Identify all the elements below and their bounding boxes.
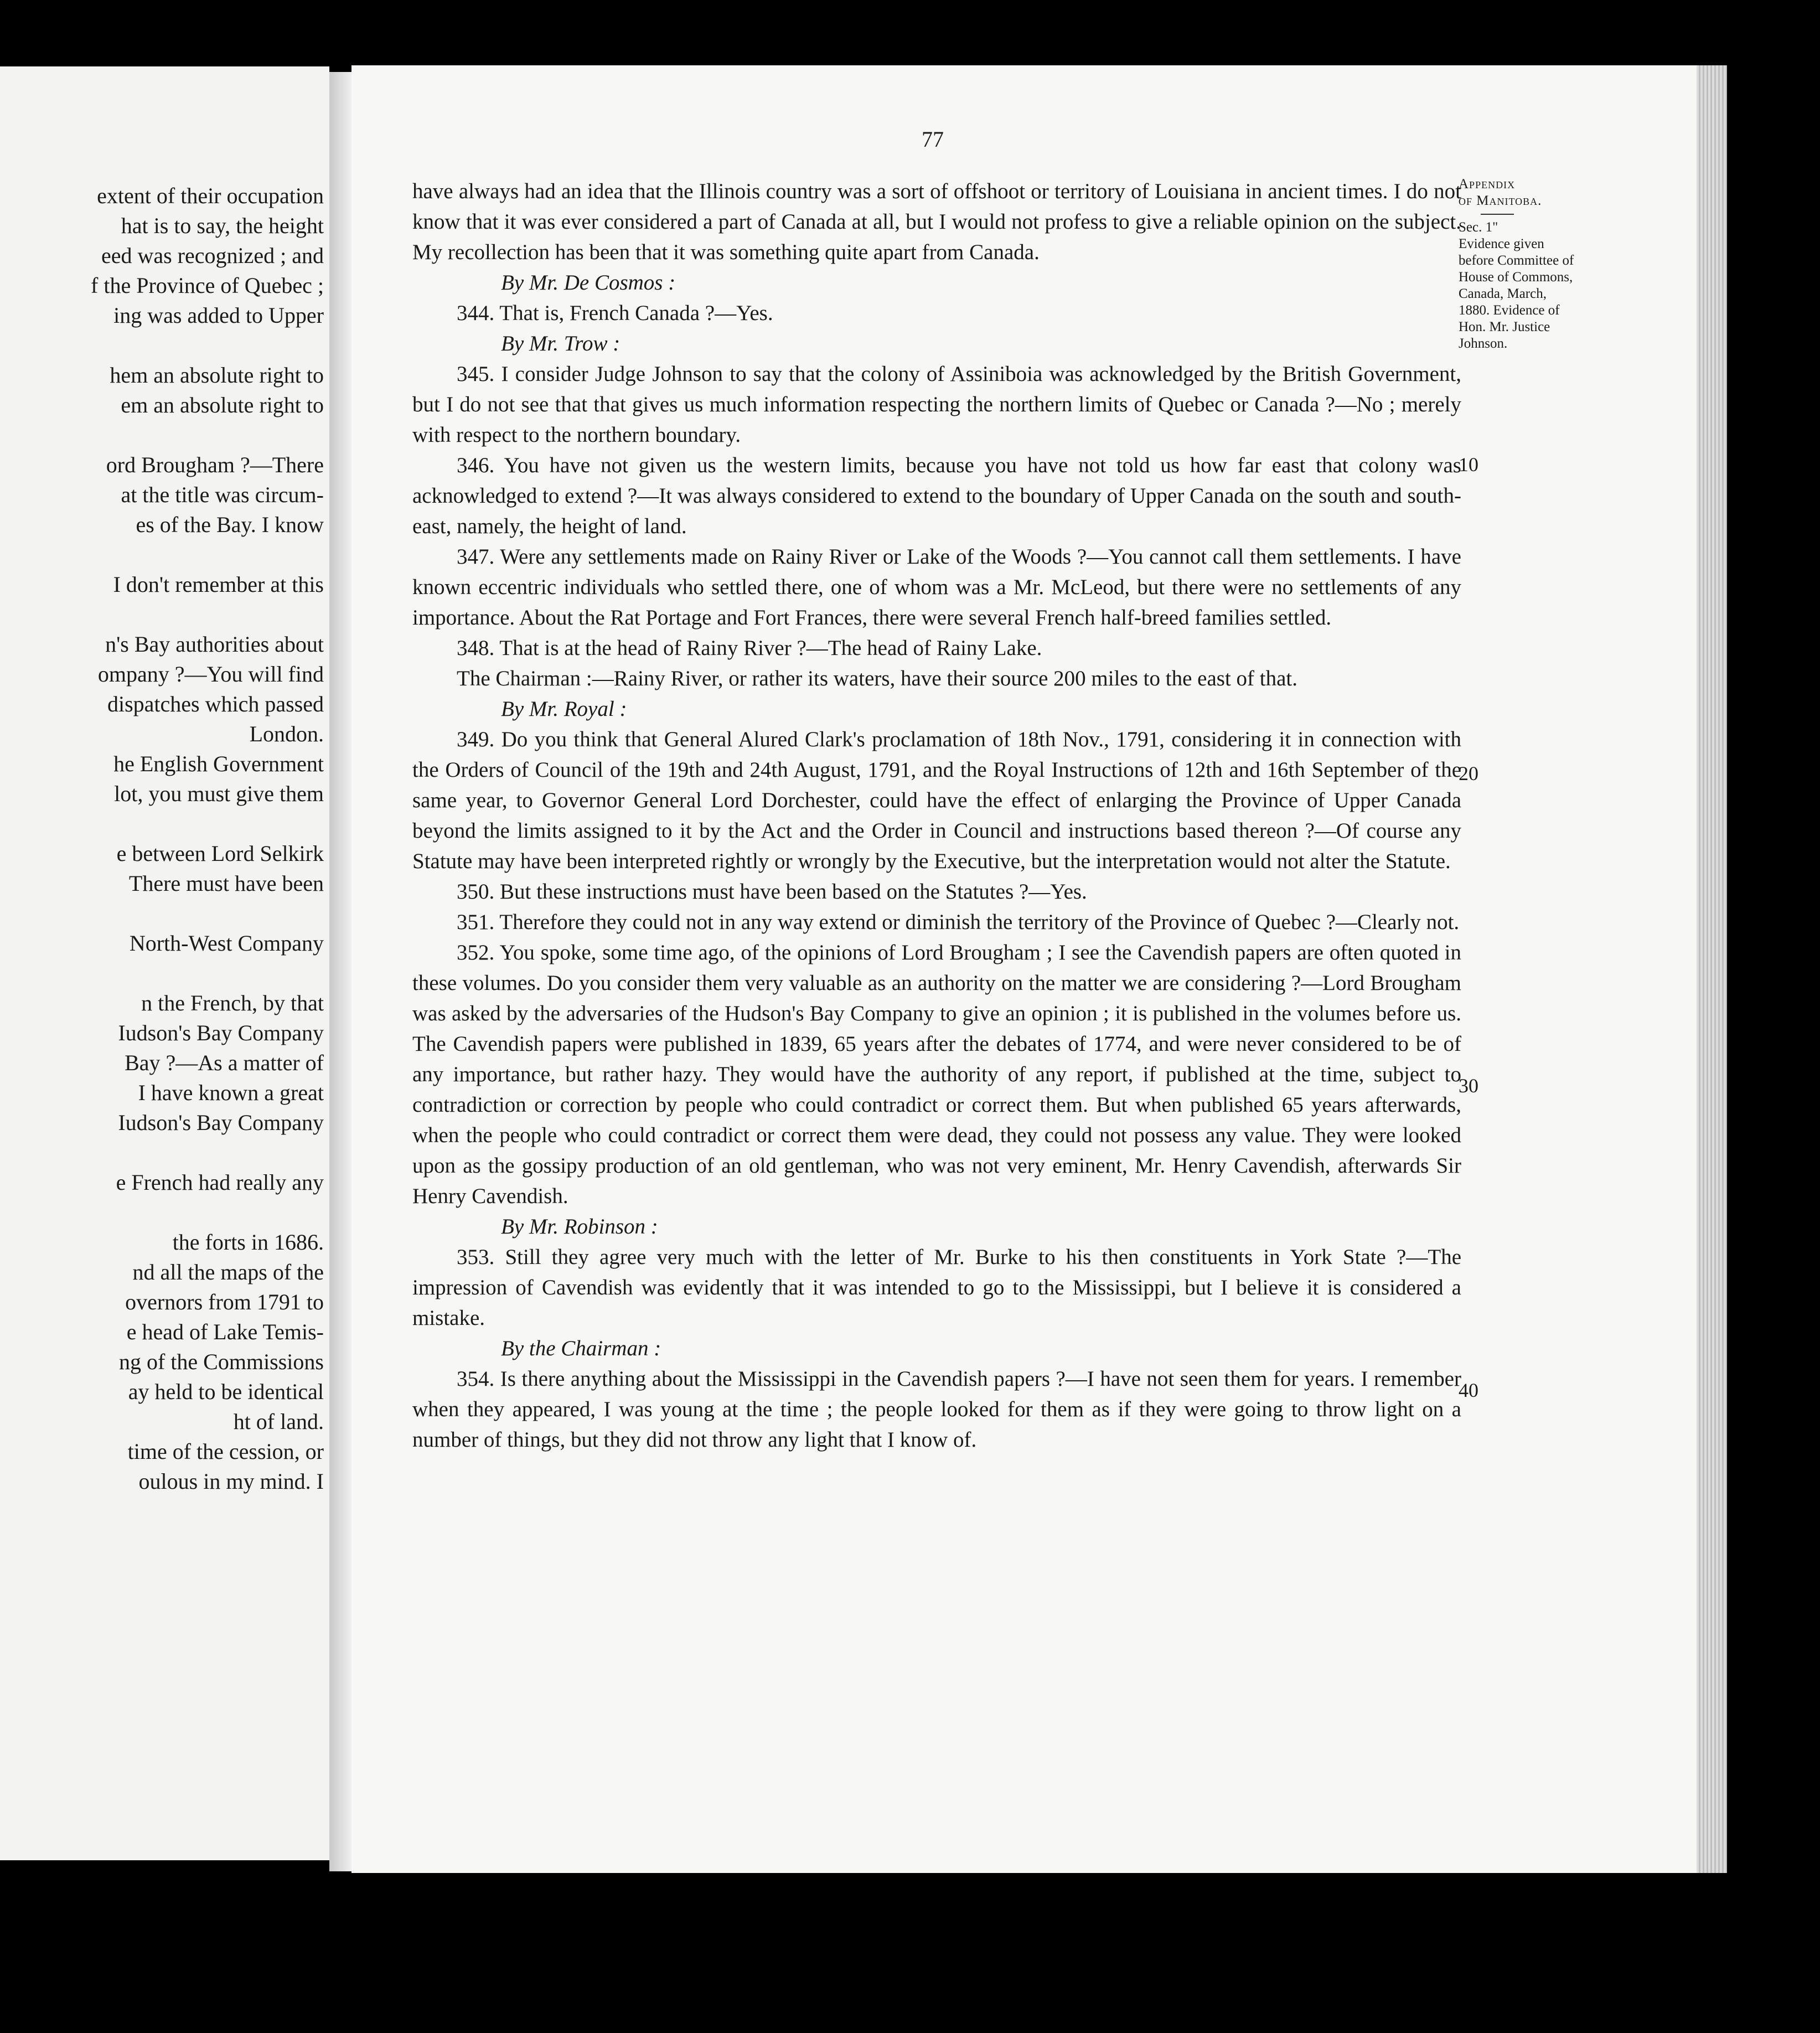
left-page-line: ht of land. <box>233 1409 324 1434</box>
question-354: 354. Is there anything about the Mississippi in the Cavendish papers ?—I have not seen them for years. I remember when they appeared, I was young at the time ; the people looked for them as if they were going to throw light on a number of things, but they did not throw any light that I know of. <box>412 1367 1461 1452</box>
margin-note-title-2: of Manitoba. <box>1459 193 1542 208</box>
left-page-line: ay held to be identical <box>128 1379 324 1404</box>
left-page-line: f the Province of Quebec ; <box>91 273 324 298</box>
left-page-line: oulous in my mind. I <box>138 1469 324 1494</box>
left-page-line: n's Bay authorities about <box>105 632 324 657</box>
margin-note-section: Sec. 1" <box>1459 220 1498 235</box>
left-page-line: em an absolute right to <box>121 393 324 417</box>
question-352: 352. You spoke, some time ago, of the opinions of Lord Brougham ; I see the Cavendish papers are often quoted in these volumes. Do you consider them very valuable as an authority on the matter we are considering ?—Lord Brougham was asked by the adversaries of the Hudson's Bay Company to give an opinion ; it is published in the volumes before us. The Cavendish papers were published in 1839, 65 years after the debates of 1774, and were never considered to be of any importance, but rather hazy. They would have the authority of any report, if published at the time, subject to contradiction or correction by people who could contradict or correct them. But when published 65 years afterwards, when the people who could contradict or correct them were dead, they could not possess any value. They were looked upon as the gossipy production of an old gentleman, who was not very eminent, Mr. Henry Cavendish, afterwards Sir Henry Cavendish. <box>412 941 1461 1208</box>
left-page-line: n the French, by that <box>141 990 324 1015</box>
line-number: 30 <box>1459 1075 1478 1097</box>
speaker-heading: By Mr. Royal : <box>501 697 627 721</box>
left-page-line: I have known a great <box>138 1080 324 1105</box>
left-page-line: ompany ?—You will find <box>97 662 324 687</box>
left-page-line: London. <box>249 721 324 746</box>
left-page-line: eed was recognized ; and <box>101 243 324 268</box>
left-page-line: I don't remember at this <box>113 572 324 597</box>
question-344: 344. That is, French Canada ?—Yes. <box>457 301 773 325</box>
speaker-heading: By Mr. Trow : <box>501 332 621 355</box>
question-350: 350. But these instructions must have been based on the Statutes ?—Yes. <box>457 880 1087 904</box>
left-page-line: e French had really any <box>116 1170 324 1195</box>
margin-rule <box>1481 214 1514 215</box>
left-page-line: North-West Company <box>129 931 324 956</box>
speaker-heading: By Mr. Robinson : <box>501 1215 658 1239</box>
book-gutter <box>329 72 351 1871</box>
left-page-line: extent of their occupation <box>97 183 324 208</box>
left-page-line: Iudson's Bay Company <box>118 1110 324 1135</box>
left-page-line: dispatches which passed <box>107 692 324 716</box>
margin-note-title: Appendix <box>1459 177 1516 192</box>
line-number: 10 <box>1459 453 1478 476</box>
speaker-heading: By the Chairman : <box>501 1337 661 1360</box>
right-page <box>351 65 1710 1873</box>
left-page-line: lot, you must give them <box>114 781 324 806</box>
left-page-line: There must have been <box>128 871 324 896</box>
margin-note <box>1459 176 1575 352</box>
left-page-line: e between Lord Selkirk <box>116 841 324 866</box>
question-346: 346. You have not given us the western limits, because you have not told us how far east that colony was acknowledged to extend ?—It was always considered to extend to the boundary of Upper Canada on the south and south-east, namely, the height of land. <box>412 453 1461 538</box>
question-347: 347. Were any settlements made on Rainy River or Lake of the Woods ?—You cannot call them settlements. I have known eccentric individuals who settled there, one of whom was a Mr. McLeod, but there were no settlements of any importance. About the Rat Portage and Fort Frances, there were several French half-breed families settled. <box>412 545 1461 629</box>
left-page-line: Iudson's Bay Company <box>118 1020 324 1045</box>
left-page-line: ord Brougham ?—There <box>106 452 324 477</box>
left-page-line: Bay ?—As a matter of <box>125 1050 324 1075</box>
left-page-line: hem an absolute right to <box>110 363 324 388</box>
left-page-line: nd all the maps of the <box>132 1260 324 1284</box>
left-page-line: at the title was circum- <box>121 482 324 507</box>
scan-mark <box>1791 1174 1795 1178</box>
question-348: 348. That is at the head of Rainy River ?—The head of Rainy Lake. <box>457 636 1042 660</box>
left-page-line: ng of the Commissions <box>118 1349 324 1374</box>
line-number: 20 <box>1459 762 1478 785</box>
left-page <box>0 66 329 1860</box>
line-number: 40 <box>1459 1379 1478 1401</box>
left-page-line: he English Government <box>113 751 324 776</box>
question-349: 349. Do you think that General Alured Clark's proclamation of 18th Nov., 1791, considering it in connection with the Orders of Council of the 19th and 24th August, 1791, and the Royal Instructions of 12th and 16th September of the same year, to Governor General Lord Dorchester, could have the effect of enlarging the Province of Upper Canada beyond the limits assigned to it by the Act and the Order in Council and instructions based thereon ?—Of course any Statute may have been interpreted rightly or wrongly by the Executive, but the interpretation would not alter the Statute. <box>412 727 1461 873</box>
paragraph-continuation: have always had an idea that the Illinois country was a sort of offshoot or territory of Louisiana in ancient times. I do not know that it was ever considered a part of Canada at all, but I would not profess to give a reliable opinion on the subject. My recollection has been that it was something quite apart from Canada. <box>412 179 1461 264</box>
scan-mark <box>865 23 870 28</box>
question-353: 353. Still they agree very much with the letter of Mr. Burke to his then constituents in York State ?—The impression of Cavendish was evidently that it was intended to go to the Mississippi, but I believe it is considered a mistake. <box>412 1245 1461 1330</box>
page-number: 77 <box>922 127 944 152</box>
margin-note-body: Evidence given before Committee of House of Commons, Canada, March, 1880. Evidence of Hon. Mr. Justice Johnson. <box>1459 236 1574 351</box>
left-page-line: hat is to say, the height <box>121 213 324 238</box>
left-page-line: time of the cession, or <box>127 1439 324 1464</box>
page-edge <box>1697 65 1727 1873</box>
left-page-line: the forts in 1686. <box>172 1230 324 1255</box>
left-page-line: e head of Lake Temis- <box>126 1319 324 1344</box>
question-351: 351. Therefore they could not in any way extend or diminish the territory of the Province of Quebec ?—Clearly not. <box>457 910 1460 934</box>
left-page-line: es of the Bay. I know <box>136 512 324 537</box>
question-345: 345. I consider Judge Johnson to say that the colony of Assiniboia was acknowledged by the British Government, but I do not see that that gives us much information respecting the northern limits of Quebec or Canada ?—No ; merely with respect to the northern boundary. <box>412 362 1461 447</box>
body-text <box>412 176 1461 1455</box>
left-page-line: overnors from 1791 to <box>125 1289 324 1314</box>
speaker-heading: By Mr. De Cosmos : <box>501 271 676 295</box>
chairman-remark: The Chairman :—Rainy River, or rather its waters, have their source 200 miles to the east of that. <box>457 667 1298 690</box>
left-page-line: ing was added to Upper <box>113 303 324 328</box>
